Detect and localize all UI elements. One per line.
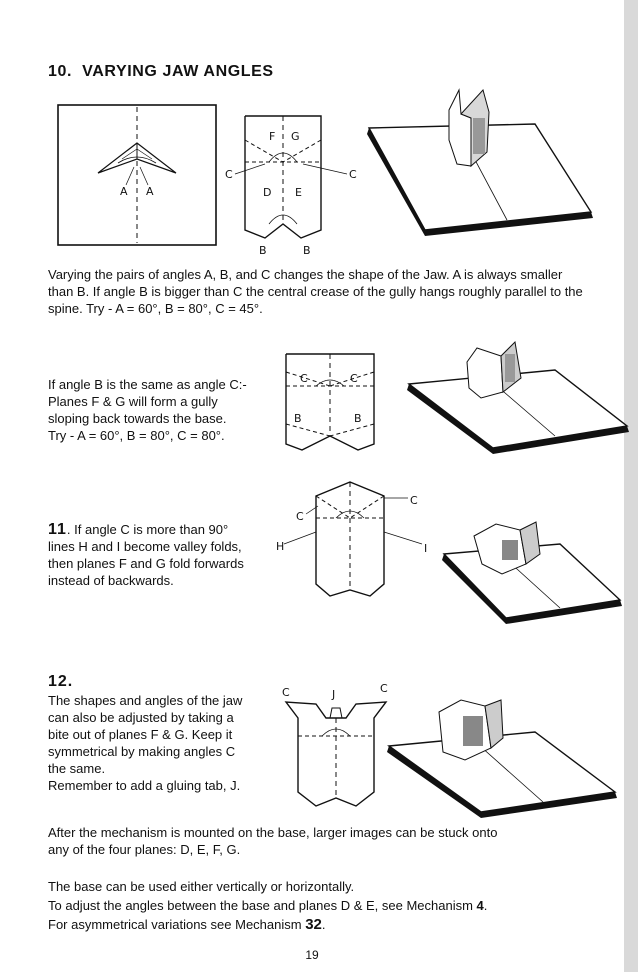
page-number: 19 bbox=[305, 948, 319, 962]
label-b-left: B bbox=[294, 412, 302, 425]
label-c-left: C bbox=[225, 168, 233, 181]
figure-12-cutout bbox=[276, 678, 401, 813]
label-d: D bbox=[263, 186, 272, 199]
label-f: F bbox=[269, 130, 276, 143]
figure-10-square bbox=[58, 105, 218, 247]
label-h: H bbox=[276, 540, 285, 553]
after-mount-text: After the mechanism is mounted on the base, larger images can be stuck onto any of the four planes: D, E, F, G. bbox=[48, 825, 498, 857]
figure-10-jaw-cutout bbox=[225, 112, 360, 257]
section-10-paragraph: Varying the pairs of angles A, B, and C changes the shape of the Jaw. A is always smaller than B. If angle B is bigger than C the central crease of the gully hangs roughly parallel to the spine. Try - A = 60°, B = 80°, C = 45°. bbox=[48, 267, 583, 316]
section-11-text: 11. If angle C is more than 90° lines H and I become valley folds, then planes F and G fold forwards instead of backwards. bbox=[48, 521, 244, 588]
label-e: E bbox=[295, 186, 302, 199]
figure-11-cutout bbox=[272, 478, 432, 610]
label-c-right: C bbox=[410, 494, 418, 507]
label-c-left: C bbox=[296, 510, 304, 523]
label-b-right: B bbox=[303, 244, 311, 257]
b-equals-c-text: If angle B is the same as angle C:- Planes F & G will form a gully sloping back towards the base. Try - A = 60°, B = 80°, C = 80°. bbox=[48, 377, 247, 443]
label-c-right: C bbox=[350, 372, 358, 385]
label-g: G bbox=[291, 130, 300, 143]
label-a-right: A bbox=[146, 185, 154, 198]
label-j: J bbox=[332, 688, 336, 701]
label-c-right: C bbox=[349, 168, 357, 181]
figure-b-equals-c-cutout bbox=[282, 350, 382, 460]
figure-11-popup bbox=[440, 520, 625, 630]
figure-b-equals-c-popup bbox=[405, 340, 630, 455]
closing-text: The base can be used either vertically or horizontally. To adjust the angles between the base and planes D & E, see Mechanism 4. For asymmetrical variations see Mechanism 32. bbox=[48, 879, 488, 933]
label-i: I bbox=[424, 542, 428, 555]
label-a-left: A bbox=[120, 185, 128, 198]
section-10-title: 10. VARYING JAW ANGLES bbox=[48, 63, 274, 80]
figure-10-popup bbox=[365, 88, 595, 238]
figure-12-popup bbox=[385, 698, 620, 818]
label-c-right: C bbox=[380, 682, 388, 695]
label-b-right: B bbox=[354, 412, 362, 425]
label-b-left: B bbox=[259, 244, 267, 257]
section-12-text: 12. The shapes and angles of the jaw can also be adjusted by taking a bite out of planes F & G. Keep it symmetrical by making angles C the same. Remember to add a gluing tab, J. bbox=[48, 673, 243, 793]
label-c-left: C bbox=[300, 372, 308, 385]
label-c-left: C bbox=[282, 686, 290, 699]
